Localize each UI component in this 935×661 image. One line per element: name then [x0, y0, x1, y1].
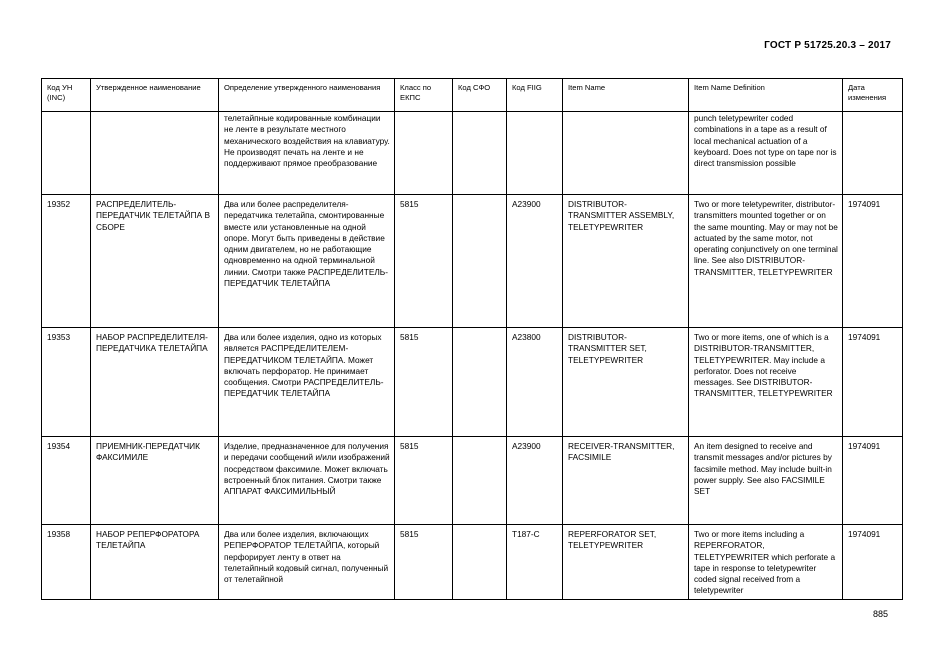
table-row — [42, 525, 903, 600]
cell-inc: 19354 — [42, 437, 91, 525]
cell-sfo-code — [453, 437, 507, 525]
cell-sfo-code — [453, 112, 507, 195]
cell-approved-name: НАБОР РЕПЕРФОРАТОРА ТЕЛЕТАЙПА — [91, 525, 219, 600]
cell-ekps-class: 5815 — [395, 437, 453, 525]
cell-item-name: DISTRIBUTOR-TRANSMITTER SET, TELETYPEWRITER — [563, 328, 689, 437]
table-row — [42, 112, 903, 195]
header-change-date: Дата изменения — [843, 79, 903, 112]
cell-item-name: DISTRIBUTOR-TRANSMITTER ASSEMBLY, TELETYPEWRITER — [563, 195, 689, 328]
data-table — [41, 78, 903, 600]
cell-item-name: RECEIVER-TRANSMITTER, FACSIMILE — [563, 437, 689, 525]
cell-definition: Два или более распределителя-передатчика телетайпа, смонтированные вместе или установленные на одной опоре. Могут быть приведены в действие одним двигателем, но не работающие одновременно на одной терминальной линии. Смотри также РАСПРЕДЕЛИТЕЛЬ-ПЕРЕДАТЧИК ТЕЛЕТАЙПА — [219, 195, 395, 328]
cell-item-name: REPERFORATOR SET, TELETYPEWRITER — [563, 525, 689, 600]
cell-fiig-code: A23900 — [507, 195, 563, 328]
cell-definition: Два или более изделия, одно из которых является РАСПРЕДЕЛИТЕЛЕМ-ПЕРЕДАТЧИКОМ ТЕЛЕТАЙПА. Может включать перфоратор. Не принимает сообщения. Смотри РАСПРЕДЕЛИТЕЛЬ-ПЕРЕДАТЧИК ТЕЛЕТАЙПА — [219, 328, 395, 437]
table-header-row — [42, 79, 903, 112]
cell-fiig-code: T187-C — [507, 525, 563, 600]
cell-change-date: 1974091 — [843, 525, 903, 600]
cell-sfo-code — [453, 328, 507, 437]
cell-ekps-class: 5815 — [395, 195, 453, 328]
cell-sfo-code — [453, 195, 507, 328]
cell-fiig-code — [507, 112, 563, 195]
header-item-name-definition: Item Name Definition — [689, 79, 843, 112]
cell-item-name-definition: Two or more items, one of which is a DISTRIBUTOR-TRANSMITTER, TELETYPEWRITER. May include a perforator. Does not receive messages. See DISTRIBUTOR-TRANSMITTER, TELETYPEWRITER — [689, 328, 843, 437]
cell-definition: Два или более изделия, включающих РЕПЕРФОРАТОР ТЕЛЕТАЙПА, который перфорирует ленту в ответ на телетайпный кодовый сигнал, полученный от телетайпной — [219, 525, 395, 600]
cell-change-date: 1974091 — [843, 437, 903, 525]
cell-ekps-class — [395, 112, 453, 195]
header-approved-name: Утвержденное наименование — [91, 79, 219, 112]
cell-ekps-class: 5815 — [395, 328, 453, 437]
cell-approved-name: РАСПРЕДЕЛИТЕЛЬ-ПЕРЕДАТЧИК ТЕЛЕТАЙПА В СБОРЕ — [91, 195, 219, 328]
table-row — [42, 328, 903, 437]
cell-sfo-code — [453, 525, 507, 600]
document-header: ГОСТ Р 51725.20.3 – 2017 — [764, 40, 891, 51]
header-ekps-class: Класс по ЕКПС — [395, 79, 453, 112]
header-fiig-code: Код FIIG — [507, 79, 563, 112]
cell-fiig-code: A23900 — [507, 437, 563, 525]
cell-item-name-definition: Two or more items including a REPERFORATOR, TELETYPEWRITER which perforate a tape in response to teletypewriter coded signal received from a teletypewriter — [689, 525, 843, 600]
cell-change-date: 1974091 — [843, 328, 903, 437]
cell-approved-name: ПРИЕМНИК-ПЕРЕДАТЧИК ФАКСИМИЛЕ — [91, 437, 219, 525]
cell-change-date — [843, 112, 903, 195]
header-definition: Определение утвержденного наименования — [219, 79, 395, 112]
table-row — [42, 437, 903, 525]
page-number: 885 — [872, 609, 888, 619]
cell-item-name — [563, 112, 689, 195]
table-row — [42, 195, 903, 328]
cell-change-date: 1974091 — [843, 195, 903, 328]
cell-inc: 19353 — [42, 328, 91, 437]
cell-inc: 19352 — [42, 195, 91, 328]
cell-item-name-definition: Two or more teletypewriter, distributor-transmitters mounted together or on the same mounting. May or may not be actuated by the same motor, not operating conjunctively on one terminal line. See also DISTRIBUTOR-TRANSMITTER, TELETYPEWRITER — [689, 195, 843, 328]
cell-approved-name: НАБОР РАСПРЕДЕЛИТЕЛЯ-ПЕРЕДАТЧИКА ТЕЛЕТАЙПА — [91, 328, 219, 437]
header-item-name: Item Name — [563, 79, 689, 112]
cell-approved-name — [91, 112, 219, 195]
cell-definition: телетайпные кодированные комбинации не ленте в результате местного механического воздействия на клавиатуру. Не производят печать на ленте и не поддерживают прямое преобразование — [219, 112, 395, 195]
cell-fiig-code: A23800 — [507, 328, 563, 437]
cell-inc: 19358 — [42, 525, 91, 600]
cell-item-name-definition: punch teletypewriter coded combinations in a tape as a result of local mechanical actuation of a keyboard. Does not type on tape nor is direct transmission possible — [689, 112, 843, 195]
cell-inc — [42, 112, 91, 195]
header-sfo-code: Код СФО — [453, 79, 507, 112]
cell-definition: Изделие, предназначенное для получения и передачи сообщений и/или изображений посредством факсимиле. Может включать встроенный блок питания. Смотри также АППАРАТ ФАКСИМИЛЬНЫЙ — [219, 437, 395, 525]
header-inc: Код УН (INC) — [42, 79, 91, 112]
cell-ekps-class: 5815 — [395, 525, 453, 600]
cell-item-name-definition: An item designed to receive and transmit messages and/or pictures by facsimile method. May include built-in power supply. See also FACSIMILE SET — [689, 437, 843, 525]
